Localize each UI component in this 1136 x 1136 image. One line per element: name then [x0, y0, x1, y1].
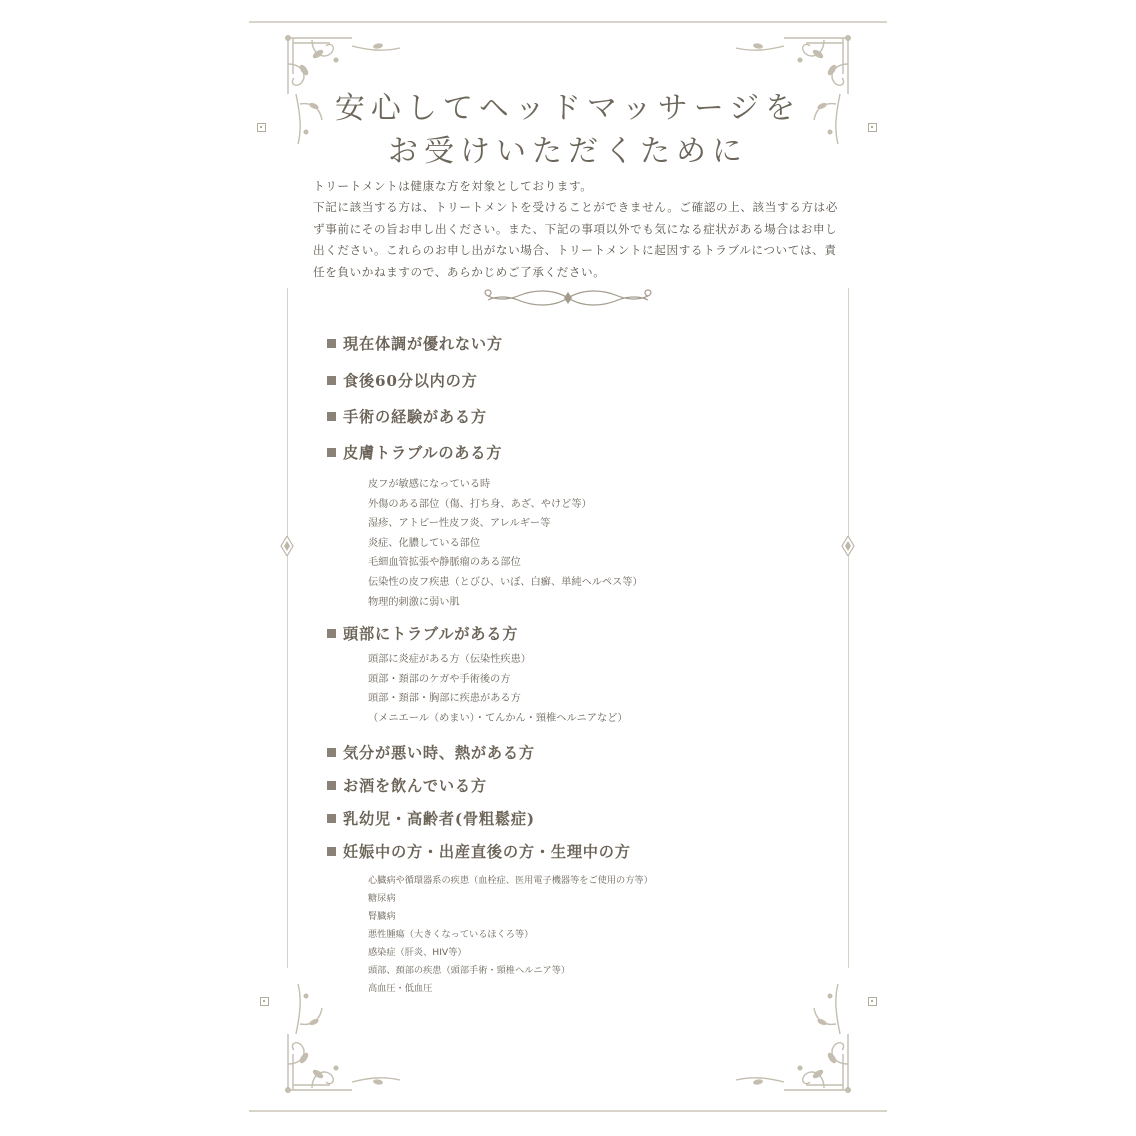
diamond-ornament-icon: [841, 536, 855, 556]
list-item: 糖尿病: [368, 893, 396, 904]
condition-heading: 妊娠中の方・出産直後の方・生理中の方: [327, 841, 631, 862]
skin-trouble-list: [368, 475, 643, 612]
condition-heading: 手術の経験がある方: [327, 406, 487, 427]
list-item: 頭部、頚部の疾患（頭部手術・頸椎ヘルニア等）: [368, 965, 571, 976]
square-bullet-icon: [327, 629, 336, 638]
page-title-line2: お受けいただくために: [388, 134, 748, 169]
list-item: 腎臓病: [368, 911, 396, 922]
condition-heading: 頭部にトラブルがある方: [327, 623, 518, 644]
list-item: 炎症、化膿している部位: [368, 537, 481, 549]
list-item: 悪性腫瘍（大きくなっているほくろ等）: [368, 929, 534, 940]
right-frame-line: [848, 288, 849, 968]
top-rule: [249, 21, 887, 23]
left-frame-line: [287, 288, 288, 968]
square-bullet-icon: [327, 847, 336, 856]
square-bullet-icon: [327, 814, 336, 823]
condition-heading: 気分が悪い時、熱がある方: [327, 742, 535, 763]
list-item: 皮フが敏感になっている時: [368, 479, 491, 490]
list-item: 伝染性の皮フ疾患（とびひ、いぼ、白癬、単純ヘルペス等）: [368, 576, 643, 588]
square-bullet-icon: [327, 339, 336, 348]
list-item: 頭部に炎症がある方（伝染性疾患）: [368, 654, 531, 665]
intro-paragraph: 下記に該当する方は、トリートメントを受けることができません。ご確認の上、該当する方は必ず事前にその旨お申し出ください。また、下記の事項以外でも気になる症状がある場合はお申し出ください。これらのお申し出がない場合、トリートメントに起因するトラブルについては、責任を負いかねますので、あらかじめご了承ください。: [313, 200, 838, 279]
bottom-rule: [249, 1110, 887, 1112]
condition-heading: 皮膚トラブルのある方: [327, 442, 502, 463]
list-item: 湿疹、アトピー性皮フ炎、アレルギー等: [368, 518, 551, 530]
square-bullet-icon: [327, 748, 336, 757]
square-ornament-icon: [868, 997, 877, 1006]
list-item: 物理的刺激に弱い肌: [368, 596, 460, 608]
corner-ornament-icon: [724, 974, 854, 1094]
square-bullet-icon: [327, 376, 336, 385]
list-item: 心臓病や循環器系の疾患（血栓症、医用電子機器等をご使用の方等）: [368, 875, 653, 886]
condition-heading: 食後60分以内の方: [327, 370, 478, 391]
intro-text: [313, 176, 838, 283]
head-trouble-list: [368, 650, 628, 728]
square-bullet-icon: [327, 781, 336, 790]
condition-heading: お酒を飲んでいる方: [327, 775, 487, 796]
list-item: 外傷のある部位（傷、打ち身、あざ、やけど等）: [368, 498, 592, 510]
square-bullet-icon: [327, 448, 336, 457]
list-item: 感染症（肝炎、HIV等）: [368, 947, 467, 958]
disease-list: [368, 872, 653, 998]
list-item: 頭部・頚部・胸部に疾患がある方: [368, 693, 521, 705]
diamond-ornament-icon: [280, 536, 294, 556]
condition-heading: 乳幼児・高齢者(骨粗鬆症): [327, 808, 535, 829]
list-item: 頭部・頚部のケガや手術後の方: [368, 673, 511, 685]
square-bullet-icon: [327, 412, 336, 421]
square-ornament-icon: [260, 997, 269, 1006]
intro-line: トリートメントは健康な方を対象としております。: [313, 179, 593, 193]
condition-heading: 現在体調が優れない方: [327, 333, 503, 354]
flourish-divider-icon: [482, 286, 654, 310]
page-title-line1: 安心してヘッドマッサージを: [334, 91, 802, 126]
list-item: 毛細血管拡張や静脈瘤のある部位: [368, 557, 521, 569]
list-item: 高血圧・低血圧: [368, 983, 433, 994]
list-item: （メニエール（めまい）・てんかん・頸椎ヘルニアなど）: [368, 712, 628, 724]
